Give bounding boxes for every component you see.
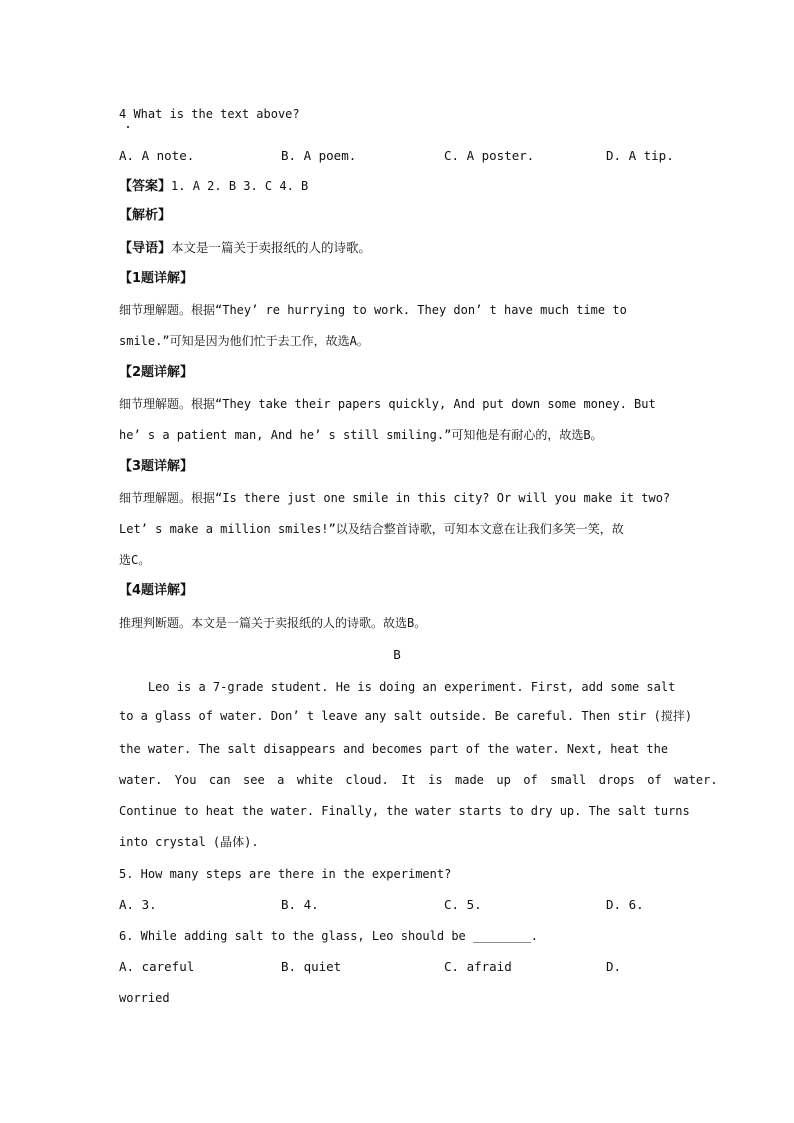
passage-line-4: water. You can see a white cloud. It is made up of small drops of water. bbox=[119, 773, 718, 787]
bullet-dot bbox=[127, 126, 129, 128]
q5-stem: 5. How many steps are there in the experiment? bbox=[119, 867, 452, 881]
detail-4-header: 【4题详解】 bbox=[119, 583, 194, 598]
guide-line bbox=[119, 240, 371, 257]
detail-1-line-2: smile.”可知是因为他们忙于去工作，故选A。 bbox=[119, 334, 369, 348]
q6-option-d-wrap: worried bbox=[119, 991, 170, 1005]
detail-1-header: 【1题详解】 bbox=[119, 271, 194, 286]
q4-stem: 4 What is the text above? bbox=[119, 107, 300, 121]
passage-line-2: to a glass of water. Don’ t leave any salt outside. Be careful. Then stir (搅拌) bbox=[119, 709, 693, 723]
q6-option-d: D. bbox=[606, 959, 622, 974]
q4-option-d: D. A tip. bbox=[606, 148, 674, 163]
q5-option-d: D. 6. bbox=[606, 897, 644, 912]
guide-text: 本文是一篇关于卖报纸的人的诗歌。 bbox=[171, 240, 372, 255]
detail-3-line-2: Let’ s make a million smiles!”以及结合整首诗歌，可知本文意在让我们多笑一笑，故 bbox=[119, 522, 624, 536]
q6-option-a: A. careful bbox=[119, 959, 195, 974]
q4-option-a: A. A note. bbox=[119, 148, 195, 163]
detail-3-line-1: 细节理解题。根据“Is there just one smile in this city? Or will you make it two? bbox=[119, 491, 671, 505]
detail-2-header: 【2题详解】 bbox=[119, 365, 194, 380]
section-b-title: B bbox=[393, 647, 401, 662]
passage-line-6: into crystal (晶体). bbox=[119, 835, 259, 849]
detail-4-line-1: 推理判断题。本文是一篇关于卖报纸的人的诗歌。故选B。 bbox=[119, 616, 427, 630]
analysis-header: 【解析】 bbox=[119, 208, 172, 223]
answer-label: 【答案】 bbox=[119, 179, 172, 194]
detail-1-line-1: 细节理解题。根据“They’ re hurrying to work. They don’ t have much time to bbox=[119, 303, 627, 317]
passage-line-5: Continue to heat the water. Finally, the water starts to dry up. The salt turns bbox=[119, 804, 690, 818]
q4-option-c: C. A poster. bbox=[444, 148, 535, 163]
q5-option-b: B. 4. bbox=[281, 897, 319, 912]
detail-3-line-3: 选C。 bbox=[119, 553, 151, 567]
q6-option-c: C. afraid bbox=[444, 959, 512, 974]
q5-option-a: A. 3. bbox=[119, 897, 157, 912]
detail-2-line-1: 细节理解题。根据“They take their papers quickly, And put down some money. But bbox=[119, 397, 656, 411]
q6-stem: 6. While adding salt to the glass, Leo should be ________. bbox=[119, 929, 539, 943]
detail-3-header: 【3题详解】 bbox=[119, 459, 194, 474]
detail-2-line-2: he’ s a patient man, And he’ s still smiling.”可知他是有耐心的，故选B。 bbox=[119, 428, 603, 442]
q5-option-c: C. 5. bbox=[444, 897, 482, 912]
passage-line-1: Leo is a 7-grade student. He is doing an experiment. First, add some salt bbox=[119, 680, 676, 694]
answer-text: 1. A 2. B 3. C 4. B bbox=[171, 179, 309, 193]
q6-option-b: B. quiet bbox=[281, 959, 342, 974]
guide-label: 【导语】 bbox=[119, 241, 172, 256]
q4-option-b: B. A poem. bbox=[281, 148, 357, 163]
passage-line-3: the water. The salt disappears and becomes part of the water. Next, heat the bbox=[119, 742, 669, 756]
answer-line bbox=[119, 178, 308, 195]
